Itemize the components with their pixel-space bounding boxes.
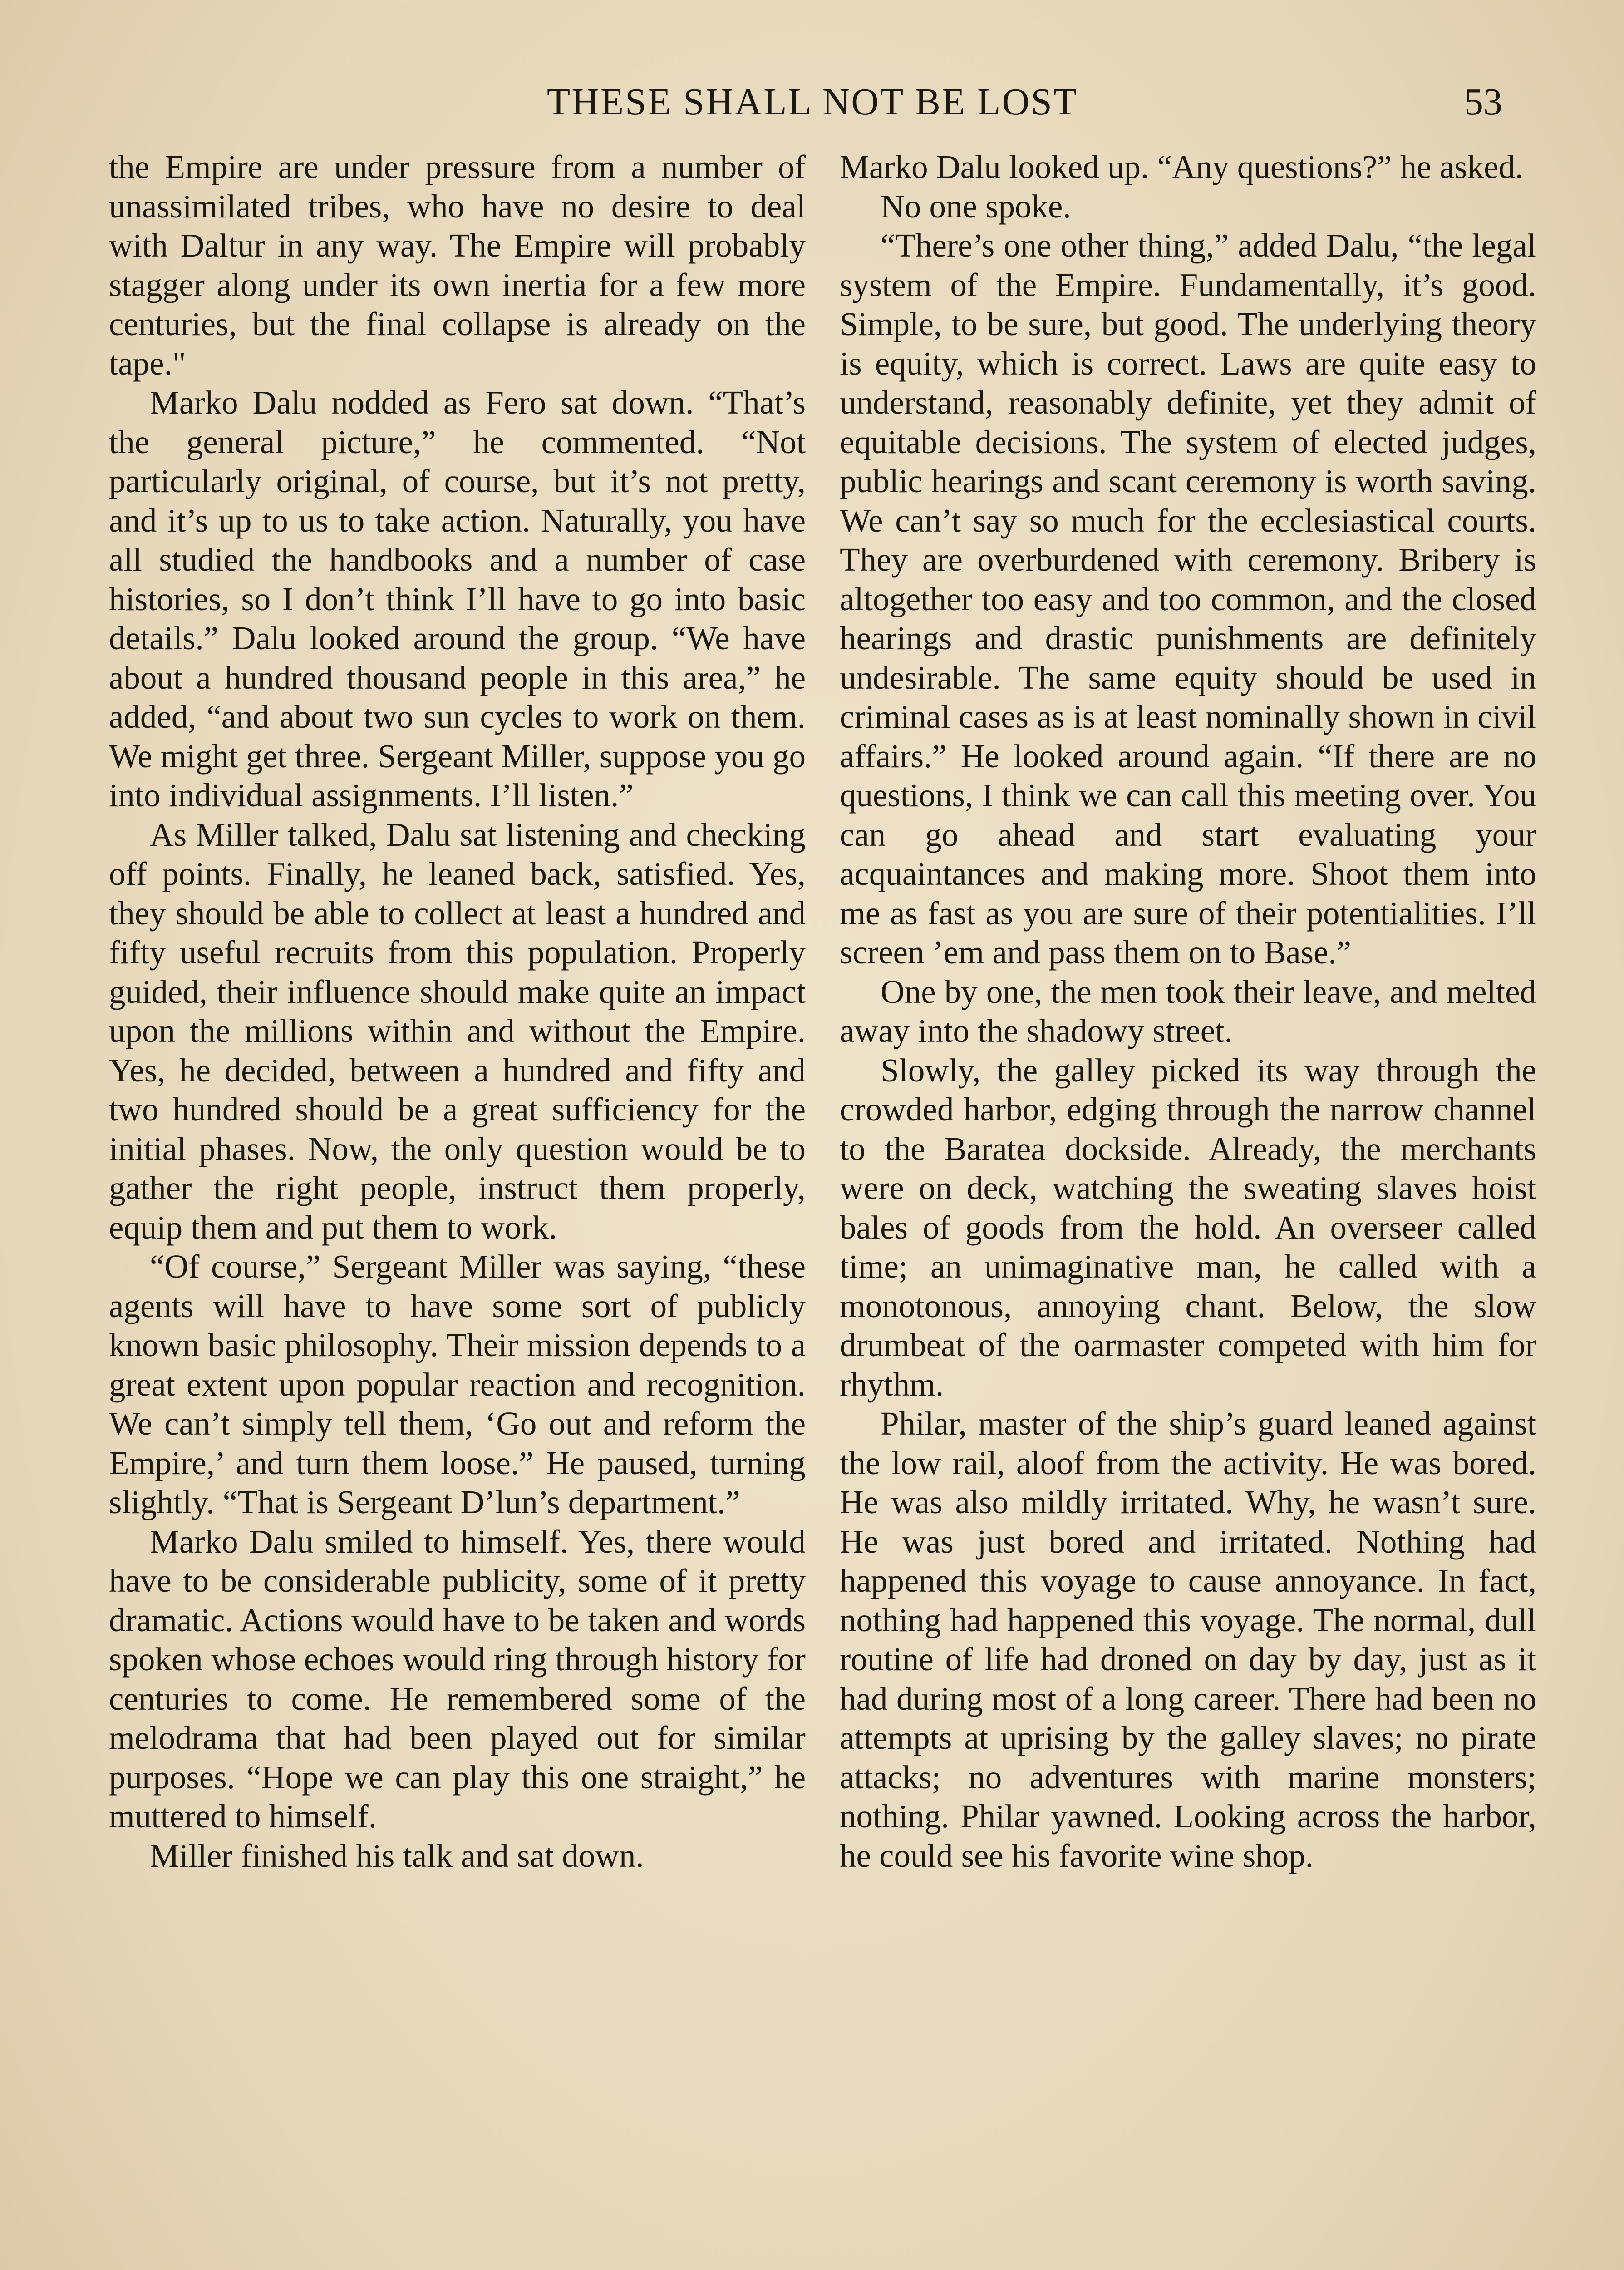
paragraph: “Of course,” Sergeant Miller was saying, “these agents will have to have some sort of publicly known basic philosophy. Their mission depends to a great extent upon popular reaction and recognition. We can’t simply tell them, ‘Go out and reform the Empire,’ and turn them loose.” He paused, turning slightly. “That is Sergeant D’lun’s department.” xyxy=(109,1248,806,1520)
paragraph: Slowly, the galley picked its way through the crowded harbor, edging through the narrow channel to the Baratea dockside. Already, the merchants were on deck, watching the sweating slaves hoist bales of goods from the hold. An overseer called time; an unimaginative man, he called with a monotonous, annoying chant. Below, the slow drumbeat of the oarmaster competed with him for rhythm. xyxy=(840,1051,1536,1403)
paragraph: One by one, the men took their leave, and melted away into the shadowy street. xyxy=(840,973,1536,1049)
paragraph: Marko Dalu looked up. “Any questions?” he asked. xyxy=(840,148,1524,185)
left-text-column xyxy=(109,148,806,1875)
paragraph: Marko Dalu nodded as Fero sat down. “That’s the general picture,” he commented. “Not particularly original, of course, but it’s not pretty, and it’s up to us to take action. Naturally, you have all studied the handbooks and a number of case histories, so I don’t think I’ll have to go into basic details.” Dalu looked around the group. “We have about a hundred thousand people in this area,” he added, “and about two sun cycles to work on them. We might get three. Sergeant Miller, suppose you go into individual assignments. I’ll listen.” xyxy=(109,384,806,814)
right-text-column xyxy=(840,148,1536,1875)
page-header xyxy=(109,77,1516,127)
paragraph: Philar, master of the ship’s guard leaned against the low rail, aloof from the activity. He was bored. He was also mildly irritated. Why, he wasn’t sure. He was just bored and irritated. Nothing had happened this voyage to cause annoyance. In fact, nothing had happened this voyage. The normal, dull routine of life had droned on day by day, just as it had during most of a long career. There had been no attempts at uprising by the galley slaves; no pirate attacks; no adventures with marine monsters; nothing. Philar yawned. Looking across the harbor, he could see his favorite wine shop. xyxy=(840,1405,1536,1874)
paragraph: As Miller talked, Dalu sat listening and checking off points. Finally, he leaned back, satisfied. Yes, they should be able to collect at least a hundred and fifty useful recruits from this population. Properly guided, their influence should make quite an impact upon the millions within and without the Empire. Yes, he decided, between a hundred and fifty and two hundred should be a great sufficiency for the initial phases. Now, the only question would be to gather the right people, instruct them properly, equip them and put them to work. xyxy=(109,816,806,1246)
running-title: THESE SHALL NOT BE LOST xyxy=(546,81,1078,123)
paragraph: No one spoke. xyxy=(881,188,1071,225)
paragraph: the Empire are under pressure from a number of unassimilated tribes, who have no desire to deal with Daltur in any way. The Empire will probably stagger along under its own inertia for a few more centuries, but the final collapse is already on the tape." xyxy=(109,148,806,382)
paragraph: Miller finished his talk and sat down. xyxy=(150,1837,644,1874)
page-number: 53 xyxy=(1464,81,1502,123)
paragraph: Marko Dalu smiled to himself. Yes, there would have to be considerable publicity, some of it pretty dramatic. Actions would have to be taken and words spoken whose echoes would ring through history for centuries to come. He remembered some of the melodrama that had been played out for similar purposes. “Hope we can play this one straight,” he muttered to himself. xyxy=(109,1523,806,1835)
paragraph: “There’s one other thing,” added Dalu, “the legal system of the Empire. Fundamentally, it’s good. Simple, to be sure, but good. The underlying theory is equity, which is correct. Laws are quite easy to understand, reasonably definite, yet they admit of equitable decisions. The system of elected judges, public hearings and scant ceremony is worth saving. We can’t say so much for the ecclesiastical courts. They are overburdened with ceremony. Bribery is altogether too easy and too common, and the closed hearings and drastic punishments are definitely undesirable. The same equity should be used in criminal cases as is at least nominally shown in civil affairs.” He looked around again. “If there are no questions, I think we can call this meeting over. You can go ahead and start evaluating your acquaintances and making more. Shoot them into me as fast as you are sure of their potentialities. I’ll screen ’em and pass them on to Base.” xyxy=(840,227,1536,971)
